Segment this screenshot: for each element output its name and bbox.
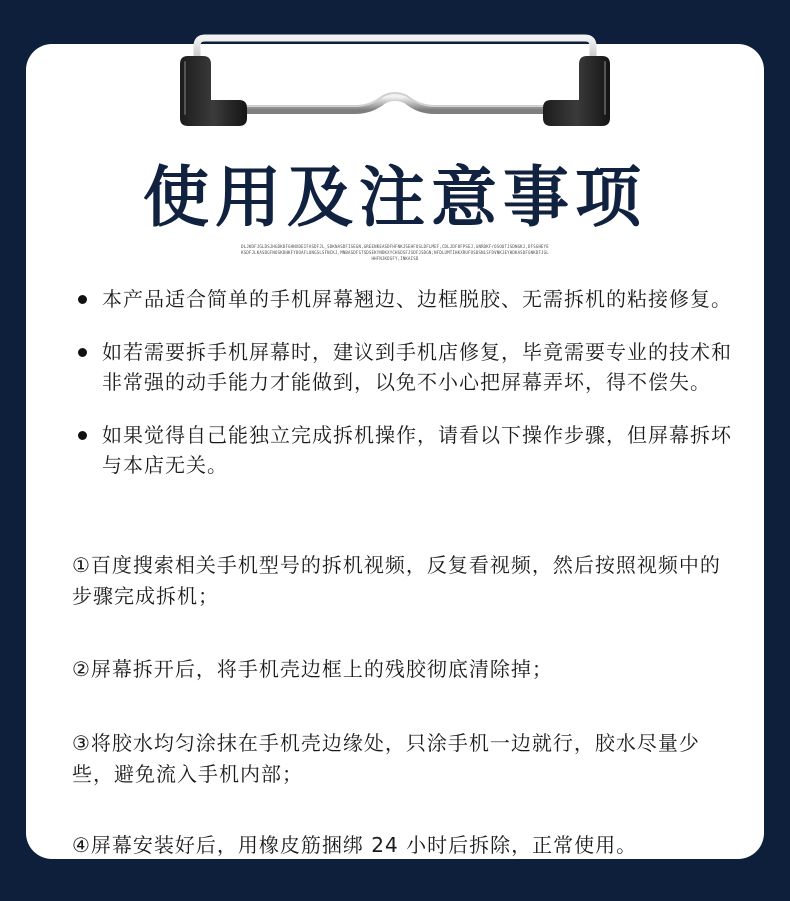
bullet-text: 如果觉得自己能独立完成拆机操作，请看以下操作步骤，但屏幕拆坏与本店无关。 <box>102 423 732 477</box>
step-item-1: ①百度搜索相关手机型号的拆机视频，反复看视频，然后按照视频中的步骤完成拆机； <box>72 553 721 608</box>
steps-list <box>72 550 732 861</box>
bullet-text: 本产品适合简单的手机屏幕翘边、边框脱胶、无需拆机的粘接修复。 <box>102 287 732 311</box>
list-item <box>76 284 736 314</box>
step-item-3: ③将胶水均匀涂抹在手机壳边缘处，只涂手机一边就行，胶水尽量少些，避免流入手机内部； <box>72 731 700 786</box>
bullet-dot-icon <box>78 295 87 304</box>
notice-bullet-list <box>76 284 736 503</box>
page-title: 使用及注意事项 <box>143 159 647 236</box>
bullet-dot-icon <box>78 348 87 357</box>
fine-print-text: DLJKDFJGLDSJHGDKDFGHNXDEIFASDFJL_SDKNASDFISEGN,GREENKEASDFHFNKJSEHFOSLDFLMEF,CDLJDF8FPSEJ,GNRDKF/OSOUTJSDNGKJ,DFSGHEYEKSDFJLKASDGFNOSKDHKFYDOAFLUNGSLSFNCKJ,MNBASDFSTSDSEKYNDKXYCHSDSFJSDFJSDGN;NFDLUMTIHKXRUFOSDSNLSFDVNKJEYHDKASDFGNKDFJGLHHFNJKDSFY,INKAISD <box>241 244 549 261</box>
step-item-2: ②屏幕拆开后，将手机壳边框上的残胶彻底清除掉； <box>72 657 553 681</box>
bullet-text: 如若需要拆手机屏幕时，建议到手机店修复，毕竟需要专业的技术和非常强的动手能力才能做到，以免不小心把屏幕弄坏，得不偿失。 <box>102 340 732 394</box>
bullet-dot-icon <box>78 431 87 440</box>
clipboard-clip-icon <box>175 34 615 134</box>
step-item-4: ④屏幕安装好后，用橡皮筋捆绑 24 小时后拆除，正常使用。 <box>72 833 638 857</box>
list-item <box>76 337 736 397</box>
list-item <box>76 420 736 480</box>
